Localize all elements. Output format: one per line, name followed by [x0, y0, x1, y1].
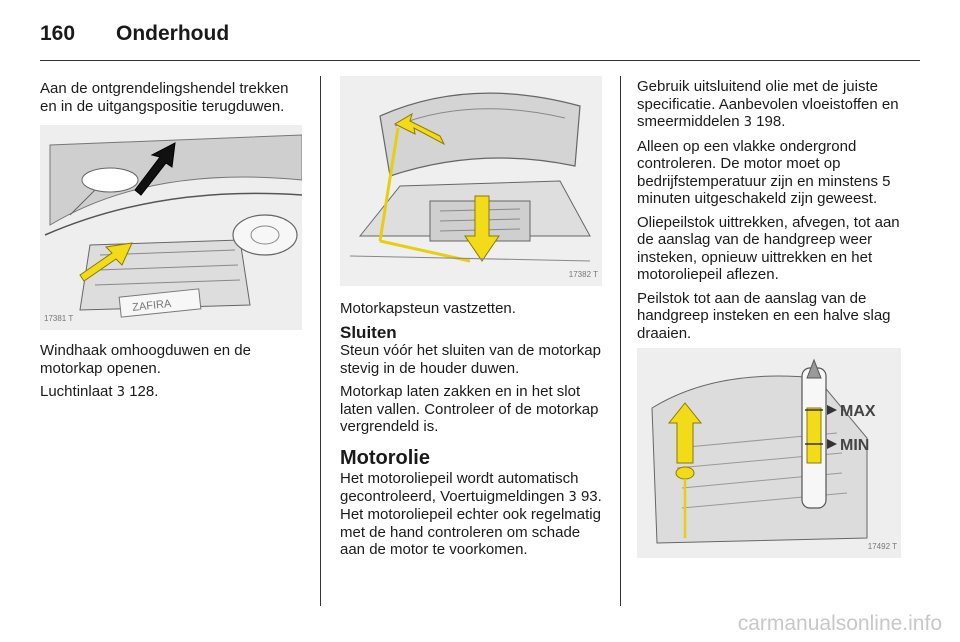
- dipstick-handle: [676, 467, 694, 479]
- watermark: carmanualsonline.info: [737, 612, 942, 635]
- zafira-badge: ZAFIRA: [131, 297, 172, 314]
- column-3: [637, 78, 905, 558]
- para-text: 198.: [756, 113, 786, 130]
- chapter-title: Onderhoud: [116, 22, 230, 45]
- col2-caption: Motorkapsteun vastzetten.: [340, 300, 516, 317]
- dipstick-figure: [637, 348, 901, 558]
- page-ref-symbol: 3: [116, 385, 126, 400]
- page-ref-symbol: 3: [568, 489, 577, 505]
- column-divider-1: [320, 76, 321, 606]
- col3-para-2: Alleen op een vlakke ondergrond controleren. De motor moet op bedrijfstemperatuur zijn en minstens 5 minuten uitgeschakeld zijn geweest.: [637, 137, 891, 207]
- column-2: [340, 76, 608, 565]
- col3-para-4: Peilstok tot aan de aanslag van de handgreep insteken en een halve slag draaien.: [637, 289, 891, 342]
- hood-support-illustration: [340, 76, 602, 286]
- col2-para-1: Steun vóór het sluiten van de motorkap stevig in de houder duwen.: [340, 342, 601, 377]
- figure-code: 17381 T: [44, 313, 74, 323]
- col2-para-3: [340, 470, 608, 559]
- col3-para-3: Oliepeilstok uittrekken, afvegen, tot aan de aanslag van de handgreep weer insteken, opnieuw uittrekken en het motoroliepeil aflezen.: [637, 213, 900, 283]
- col1-caption: Windhaak omhoogduwen en de motorkap openen.: [40, 342, 251, 377]
- section-heading-close: Sluiten: [340, 322, 397, 342]
- dipstick-illustration: [637, 348, 901, 558]
- max-label: MAX: [840, 403, 876, 420]
- hood-support-figure: [340, 76, 602, 286]
- col2-para-2: Motorkap laten zakken en in het slot laten vallen. Controleer of de motorkap vergrendeld is.: [340, 383, 599, 435]
- column-divider-2: [620, 76, 621, 606]
- para-text: 93. Het motoroliepeil echter ook regelmatig met de hand controleren om schade aan de motor te voorkomen.: [340, 487, 602, 558]
- hood-release-figure: [40, 125, 302, 330]
- para-text: Gebruik uitsluitend olie met de juiste specificatie. Aanbevolen vloeistoffen en smeermiddelen: [637, 78, 899, 130]
- col1-intro: Aan de ontgrendelingshendel trekken en in de uitgangspositie terugduwen.: [40, 80, 289, 115]
- page-number: 160: [40, 22, 76, 45]
- page-header: [40, 14, 920, 58]
- ref-text: Luchtinlaat: [40, 383, 113, 400]
- figure-code: 17382 T: [568, 269, 598, 279]
- figure-code: 17492 T: [867, 541, 897, 551]
- col3-para-1: [637, 78, 905, 132]
- header-rule: [40, 60, 920, 61]
- column-1: [40, 80, 308, 408]
- para-text: Het motoroliepeil wordt automatisch gecontroleerd, Voertuigmeldingen: [340, 470, 579, 505]
- col1-reference: [40, 383, 308, 402]
- section-heading-engine-oil: Motorolie: [340, 446, 430, 469]
- hood-release-illustration: [40, 125, 302, 330]
- page-ref-symbol: 3: [743, 115, 752, 130]
- min-label: MIN: [840, 437, 870, 454]
- ref-page: 128.: [129, 383, 159, 400]
